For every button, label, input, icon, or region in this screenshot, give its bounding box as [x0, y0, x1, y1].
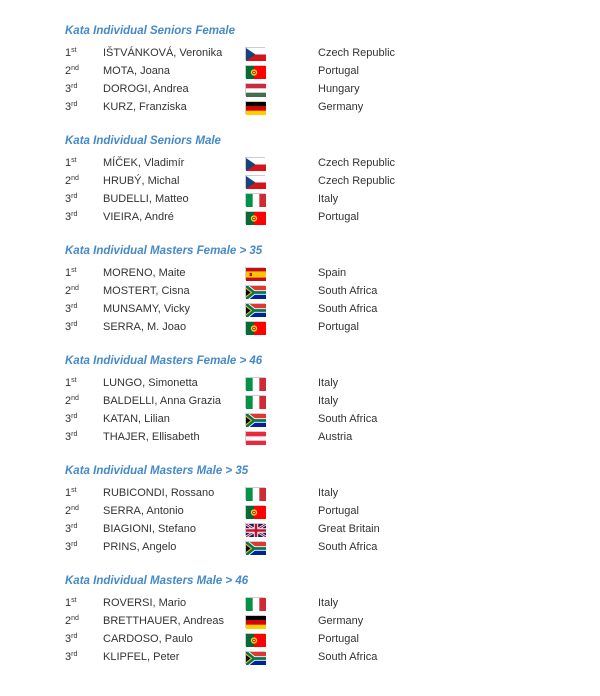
category-results	[65, 264, 580, 336]
category-results	[65, 374, 580, 446]
place-ordinal-suffix: rd	[71, 431, 78, 438]
flag-portugal-icon	[245, 211, 265, 224]
competitor-name: BRETTHAUER, Andreas	[103, 615, 225, 627]
category-title: Kata Individual Masters Female > 35	[65, 245, 263, 257]
result-row	[65, 80, 580, 98]
place-rank	[65, 612, 103, 630]
flag-czech-republic-icon	[245, 157, 265, 170]
competitor-name: KLIPFEL, Peter	[103, 651, 180, 663]
place-rank	[65, 538, 103, 556]
flag-italy-icon	[245, 395, 265, 408]
competitor-name: LUNGO, Simonetta	[103, 377, 198, 389]
place-number: 2	[65, 285, 72, 297]
flag-cell	[245, 523, 318, 536]
competitor-name: MOSTERT, Cisna	[103, 285, 190, 297]
flag-cell	[245, 321, 318, 334]
flag-portugal-icon	[245, 321, 265, 334]
place-rank	[65, 80, 103, 98]
result-row	[65, 410, 580, 428]
competitor-name: SERRA, Antonio	[103, 505, 184, 517]
place-rank	[65, 392, 103, 410]
flag-czech-republic-icon	[245, 47, 265, 60]
flag-cell	[245, 597, 318, 610]
flag-cell	[245, 505, 318, 518]
place-rank	[65, 264, 103, 282]
result-row	[65, 154, 580, 172]
competitor-name: THAJER, Ellisabeth	[103, 431, 200, 443]
category-title: Kata Individual Masters Male > 35	[65, 465, 249, 477]
competitor-name: RUBICONDI, Rossano	[103, 487, 215, 499]
result-row	[65, 594, 580, 612]
result-row	[65, 484, 580, 502]
place-number: 2	[65, 175, 72, 187]
flag-portugal-icon	[245, 633, 265, 646]
place-ordinal-suffix: nd	[71, 395, 79, 402]
flag-cell	[245, 633, 318, 646]
competitor-name: MUNSAMY, Vicky	[103, 303, 191, 315]
country-name: Portugal	[318, 211, 359, 223]
place-ordinal-suffix: nd	[71, 615, 79, 622]
place-number: 2	[65, 505, 72, 517]
place-ordinal-suffix: rd	[71, 633, 78, 640]
flag-south-africa-icon	[245, 413, 265, 426]
flag-cell	[245, 83, 318, 96]
place-ordinal-suffix: rd	[71, 413, 78, 420]
country-name: Italy	[318, 487, 339, 499]
place-rank	[65, 520, 103, 538]
place-rank	[65, 208, 103, 226]
result-row	[65, 98, 580, 116]
place-number: 3	[65, 541, 72, 553]
result-row	[65, 300, 580, 318]
category-title: Kata Individual Seniors Female	[65, 25, 235, 37]
competitor-name: BALDELLI, Anna Grazia	[103, 395, 222, 407]
competitor-name: DOROGI, Andrea	[103, 83, 189, 95]
result-row	[65, 392, 580, 410]
place-ordinal-suffix: rd	[71, 321, 78, 328]
result-row	[65, 630, 580, 648]
result-row	[65, 282, 580, 300]
place-ordinal-suffix: rd	[71, 211, 78, 218]
place-number: 3	[65, 523, 72, 535]
result-row	[65, 190, 580, 208]
place-rank	[65, 630, 103, 648]
category-title: Kata Individual Seniors Male	[65, 135, 221, 147]
place-number: 1	[65, 47, 72, 59]
competitor-name: IŠTVÁNKOVÁ, Veronika	[103, 47, 223, 59]
competitor-name: VIEIRA, André	[103, 211, 174, 223]
place-number: 2	[65, 615, 72, 627]
flag-italy-icon	[245, 597, 265, 610]
place-ordinal-suffix: nd	[71, 65, 79, 72]
place-rank	[65, 154, 103, 172]
place-number: 1	[65, 157, 72, 169]
flag-italy-icon	[245, 487, 265, 500]
place-number: 3	[65, 431, 72, 443]
place-number: 3	[65, 101, 72, 113]
competitor-name: CARDOSO, Paulo	[103, 633, 193, 645]
place-number: 2	[65, 65, 72, 77]
flag-cell	[245, 377, 318, 390]
category-section	[65, 25, 580, 116]
category-results	[65, 594, 580, 666]
place-ordinal-suffix: st	[71, 267, 77, 274]
result-row	[65, 172, 580, 190]
flag-cell	[245, 285, 318, 298]
competitor-name: SERRA, M. Joao	[103, 321, 187, 333]
place-rank	[65, 300, 103, 318]
flag-portugal-icon	[245, 65, 265, 78]
competitor-name: BUDELLI, Matteo	[103, 193, 189, 205]
result-row	[65, 374, 580, 392]
place-ordinal-suffix: rd	[71, 303, 78, 310]
flag-south-africa-icon	[245, 651, 265, 664]
place-rank	[65, 648, 103, 666]
place-rank	[65, 44, 103, 62]
flag-cell	[245, 101, 318, 114]
flag-cell	[245, 395, 318, 408]
place-rank	[65, 190, 103, 208]
competitor-name: MORENO, Maite	[103, 267, 186, 279]
flag-south-africa-icon	[245, 285, 265, 298]
country-name: Portugal	[318, 321, 359, 333]
place-number: 3	[65, 413, 72, 425]
place-ordinal-suffix: rd	[71, 101, 78, 108]
country-name: Hungary	[318, 83, 360, 95]
result-row	[65, 62, 580, 80]
place-rank	[65, 594, 103, 612]
flag-cell	[245, 303, 318, 316]
result-row	[65, 612, 580, 630]
place-number: 3	[65, 83, 72, 95]
flag-germany-icon	[245, 615, 265, 628]
place-number: 3	[65, 633, 72, 645]
result-row	[65, 538, 580, 556]
category-section	[65, 575, 580, 666]
category-results	[65, 484, 580, 556]
place-number: 2	[65, 395, 72, 407]
place-rank	[65, 410, 103, 428]
place-number: 1	[65, 267, 72, 279]
place-ordinal-suffix: rd	[71, 541, 78, 548]
country-name: South Africa	[318, 303, 378, 315]
competitor-name: ROVERSI, Mario	[103, 597, 187, 609]
country-name: South Africa	[318, 413, 378, 425]
flag-south-africa-icon	[245, 303, 265, 316]
country-name: Germany	[318, 101, 364, 113]
place-ordinal-suffix: rd	[71, 651, 78, 658]
country-name: Czech Republic	[318, 47, 396, 59]
flag-hungary-icon	[245, 83, 265, 96]
category-results	[65, 44, 580, 116]
flag-great-britain-icon	[245, 523, 265, 536]
place-ordinal-suffix: rd	[71, 193, 78, 200]
place-ordinal-suffix: st	[71, 487, 77, 494]
place-ordinal-suffix: st	[71, 377, 77, 384]
result-row	[65, 520, 580, 538]
competitor-name: KATAN, Lilian	[103, 413, 170, 425]
place-ordinal-suffix: st	[71, 157, 77, 164]
flag-cell	[245, 651, 318, 664]
competitor-name: MÍČEK, Vladimír	[103, 157, 185, 169]
place-rank	[65, 282, 103, 300]
competitor-name: HRUBÝ, Michal	[103, 175, 180, 187]
flag-cell	[245, 175, 318, 188]
category-section	[65, 355, 580, 446]
country-name: South Africa	[318, 285, 378, 297]
place-rank	[65, 484, 103, 502]
country-name: Czech Republic	[318, 157, 396, 169]
flag-italy-icon	[245, 377, 265, 390]
place-ordinal-suffix: st	[71, 47, 77, 54]
country-name: South Africa	[318, 541, 378, 553]
category-title: Kata Individual Masters Female > 46	[65, 355, 263, 367]
place-number: 1	[65, 487, 72, 499]
flag-cell	[245, 541, 318, 554]
country-name: Italy	[318, 597, 339, 609]
flag-cell	[245, 413, 318, 426]
category-results	[65, 154, 580, 226]
place-rank	[65, 318, 103, 336]
competitor-name: PRINS, Angelo	[103, 541, 177, 553]
result-row	[65, 318, 580, 336]
flag-cell	[245, 65, 318, 78]
place-ordinal-suffix: nd	[71, 175, 79, 182]
result-row	[65, 208, 580, 226]
flag-cell	[245, 193, 318, 206]
flag-cell	[245, 267, 318, 280]
competitor-name: MOTA, Joana	[103, 65, 171, 77]
result-row	[65, 44, 580, 62]
country-name: South Africa	[318, 651, 378, 663]
flag-cell	[245, 47, 318, 60]
category-section	[65, 465, 580, 556]
place-rank	[65, 172, 103, 190]
result-row	[65, 428, 580, 446]
flag-portugal-icon	[245, 505, 265, 518]
country-name: Italy	[318, 377, 339, 389]
category-section	[65, 135, 580, 226]
place-rank	[65, 98, 103, 116]
country-name: Italy	[318, 193, 339, 205]
place-number: 1	[65, 597, 72, 609]
country-name: Portugal	[318, 505, 359, 517]
country-name: Great Britain	[318, 523, 380, 535]
category-title: Kata Individual Masters Male > 46	[65, 575, 249, 587]
result-row	[65, 264, 580, 282]
country-name: Germany	[318, 615, 364, 627]
result-row	[65, 502, 580, 520]
flag-cell	[245, 431, 318, 444]
place-number: 1	[65, 377, 72, 389]
place-number: 3	[65, 321, 72, 333]
place-ordinal-suffix: st	[71, 597, 77, 604]
country-name: Portugal	[318, 65, 359, 77]
category-section	[65, 245, 580, 336]
result-row	[65, 648, 580, 666]
place-number: 3	[65, 193, 72, 205]
flag-cell	[245, 487, 318, 500]
flag-czech-republic-icon	[245, 175, 265, 188]
country-name: Italy	[318, 395, 339, 407]
place-ordinal-suffix: nd	[71, 285, 79, 292]
place-rank	[65, 502, 103, 520]
country-name: Spain	[318, 267, 347, 279]
place-number: 3	[65, 303, 72, 315]
competitor-name: KURZ, Franziska	[103, 101, 187, 113]
flag-cell	[245, 615, 318, 628]
flag-south-africa-icon	[245, 541, 265, 554]
place-rank	[65, 428, 103, 446]
place-ordinal-suffix: nd	[71, 505, 79, 512]
place-ordinal-suffix: rd	[71, 83, 78, 90]
country-name: Portugal	[318, 633, 359, 645]
flag-cell	[245, 211, 318, 224]
flag-germany-icon	[245, 101, 265, 114]
place-number: 3	[65, 211, 72, 223]
competitor-name: BIAGIONI, Stefano	[103, 523, 196, 535]
place-number: 3	[65, 651, 72, 663]
flag-cell	[245, 157, 318, 170]
place-ordinal-suffix: rd	[71, 523, 78, 530]
country-name: Austria	[318, 431, 353, 443]
place-rank	[65, 374, 103, 392]
flag-spain-icon	[245, 267, 265, 280]
flag-austria-icon	[245, 431, 265, 444]
place-rank	[65, 62, 103, 80]
country-name: Czech Republic	[318, 175, 396, 187]
flag-italy-icon	[245, 193, 265, 206]
